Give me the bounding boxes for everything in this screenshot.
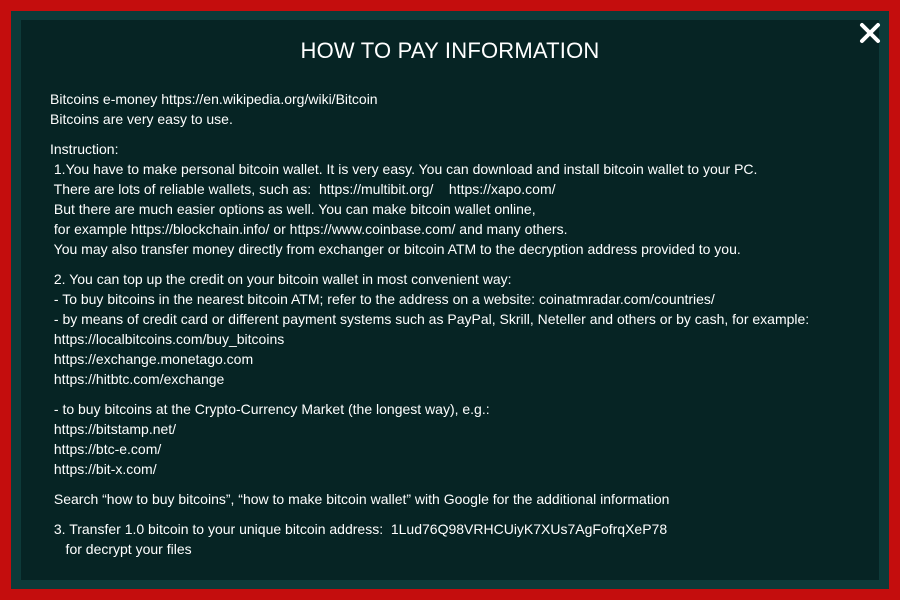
step1-line: But there are much easier options as well. You can make bitcoin wallet online,	[50, 201, 536, 217]
market-link: https://bit-x.com/	[50, 461, 157, 477]
instruction-header: Instruction:	[50, 141, 119, 157]
step2-link: https://hitbtc.com/exchange	[50, 371, 225, 387]
step3-line: 3. Transfer 1.0 bitcoin to your unique bitcoin address: 1Lud76Q98VRHCUiyK7XUs7AgFofrqXeP78	[50, 521, 668, 537]
market-line: - to buy bitcoins at the Crypto-Currency Market (the longest way), e.g.:	[50, 401, 490, 417]
window-title: HOW TO PAY INFORMATION	[300, 38, 600, 63]
step1-line: for example https://blockchain.info/ or https://www.coinbase.com/ and many others.	[50, 221, 568, 237]
intro-line: Bitcoins e-money https://en.wikipedia.org/wiki/Bitcoin	[50, 91, 378, 107]
market-link: https://btc-e.com/	[50, 441, 162, 457]
step1-line: You may also transfer money directly from exchanger or bitcoin ATM to the decryption address provided to you.	[50, 241, 741, 257]
search-line: Search “how to buy bitcoins”, “how to make bitcoin wallet” with Google for the additional information	[50, 491, 670, 507]
step3-line: for decrypt your files	[50, 541, 192, 557]
market-link: https://bitstamp.net/	[50, 421, 177, 437]
step2-link: https://exchange.monetago.com	[50, 351, 254, 367]
step1-line: There are lots of reliable wallets, such as: https://multibit.org/ https://xapo.com/	[50, 181, 556, 197]
step2-line: - by means of credit card or different payment systems such as PayPal, Skrill, Neteller and others or by cash, for example:	[50, 311, 810, 327]
step2-line: 2. You can top up the credit on your bitcoin wallet in most convenient way:	[50, 271, 512, 287]
step1-line: 1.You have to make personal bitcoin wallet. It is very easy. You can download and install bitcoin wallet to your PC.	[50, 161, 758, 177]
intro-line: Bitcoins are very easy to use.	[50, 111, 233, 127]
step2-line: - To buy bitcoins in the nearest bitcoin ATM; refer to the address on a website: coinatmradar.com/countries/	[50, 291, 715, 307]
step2-link: https://localbitcoins.com/buy_bitcoins	[50, 331, 285, 347]
